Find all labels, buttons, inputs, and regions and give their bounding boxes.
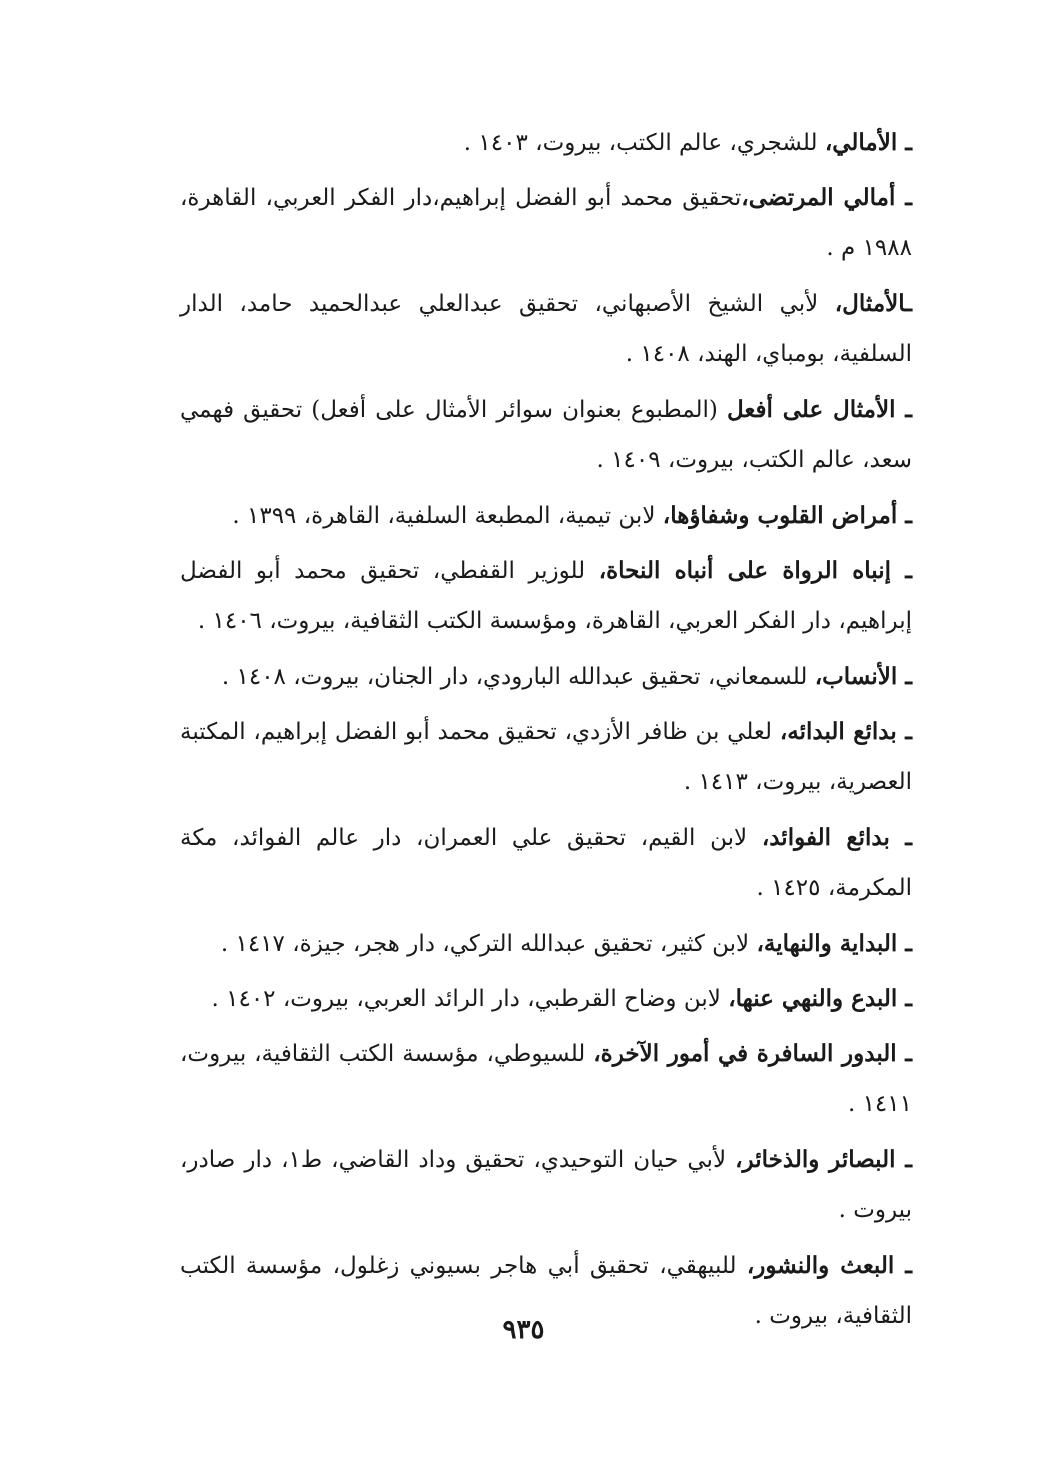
entry-title: ـ البصائر والذخائر،: [735, 1146, 912, 1173]
entry-title: ـ الأنساب،: [814, 663, 912, 690]
bibliography-entry: [180, 707, 912, 807]
entry-title: ـ الأمالي،: [824, 129, 912, 156]
entry-details: لعلي بن ظافر الأزدي، تحقيق محمد أبو الفضل إبراهيم، المكتبة العصرية، بيروت، ١٤١٣ .: [180, 719, 912, 795]
entry-title: ـ أمراض القلوب وشفاؤها،: [662, 502, 912, 529]
bibliography-list: [180, 118, 912, 1347]
entry-details: (المطبوع بعنوان سوائر الأمثال على أفعل) تحقيق فهمي سعد، عالم الكتب، بيروت، ١٤٠٩ .: [180, 397, 912, 473]
entry-title: ـ إنباه الرواة على أنباه النحاة،: [598, 557, 912, 584]
entry-details: لابن القيم، تحقيق علي العمران، دار عالم الفوائد، مكة المكرمة، ١٤٢٥ .: [180, 825, 912, 901]
bibliography-entry: [180, 385, 912, 485]
entry-details: لأبي حيان التوحيدي، تحقيق وداد القاضي، ط١، دار صادر، بيروت .: [180, 1147, 912, 1223]
entry-details: للشجري، عالم الكتب، بيروت، ١٤٠٣ .: [463, 130, 825, 156]
entry-title: ـالأمثال،: [834, 290, 912, 317]
bibliography-entry: [180, 652, 912, 702]
entry-details: لابن وضاح القرطبي، دار الرائد العربي، بيروت، ١٤٠٢ .: [211, 986, 729, 1012]
entry-title: ـ بدائع البدائه،: [779, 718, 912, 745]
entry-details: للبيهقي، تحقيق أبي هاجر بسيوني زغلول، مؤسسة الكتب الثقافية، بيروت .: [180, 1253, 912, 1329]
entry-title: ـ البعث والنشور،: [746, 1252, 913, 1279]
entry-title: ـ بدائع الفوائد،: [761, 824, 912, 851]
entry-details: لابن كثير، تحقيق عبدالله التركي، دار هجر، جيزة، ١٤١٧ .: [220, 931, 757, 957]
bibliography-entry: [180, 1029, 912, 1129]
bibliography-entry: [180, 491, 912, 541]
entry-details: لابن تيمية، المطبعة السلفية، القاهرة، ١٣٩٩ .: [232, 503, 663, 529]
bibliography-entry: [180, 813, 912, 913]
bibliography-entry: [180, 173, 912, 273]
entry-details: تحقيق محمد أبو الفضل إبراهيم،دار الفكر العربي، القاهرة، ١٩٨٨ م .: [180, 185, 912, 261]
entry-details: لأبي الشيخ الأصبهاني، تحقيق عبدالعلي عبدالحميد حامد، الدار السلفية، بومباي، الهند، ١٤٠٨ .: [180, 291, 912, 367]
bibliography-entry: [180, 1135, 912, 1235]
entry-title: ـ البدور السافرة في أمور الآخرة،: [593, 1040, 912, 1067]
bibliography-entry: [180, 118, 912, 168]
entry-details: للسمعاني، تحقيق عبدالله البارودي، دار الجنان، بيروت، ١٤٠٨ .: [221, 664, 815, 690]
entry-details: للوزير القفطي، تحقيق محمد أبو الفضل إبراهيم، دار الفكر العربي، القاهرة، ومؤسسة الكتب الثقافية، بيروت، ١٤٠٦ .: [180, 558, 912, 634]
bibliography-entry: [180, 279, 912, 379]
bibliography-entry: [180, 919, 912, 969]
bibliography-entry: [180, 546, 912, 646]
entry-title: ـ البداية والنهاية،: [756, 930, 912, 957]
bibliography-entry: [180, 974, 912, 1024]
entry-details: للسيوطي، مؤسسة الكتب الثقافية، بيروت، ١٤١١ .: [180, 1041, 912, 1117]
entry-title: ـ البدع والنهي عنها،: [728, 985, 912, 1012]
page-number: ٩٣٥: [502, 1315, 545, 1345]
entry-title: ـ أمالي المرتضى،: [741, 184, 912, 211]
entry-title: ـ الأمثال على أفعل: [727, 396, 912, 423]
